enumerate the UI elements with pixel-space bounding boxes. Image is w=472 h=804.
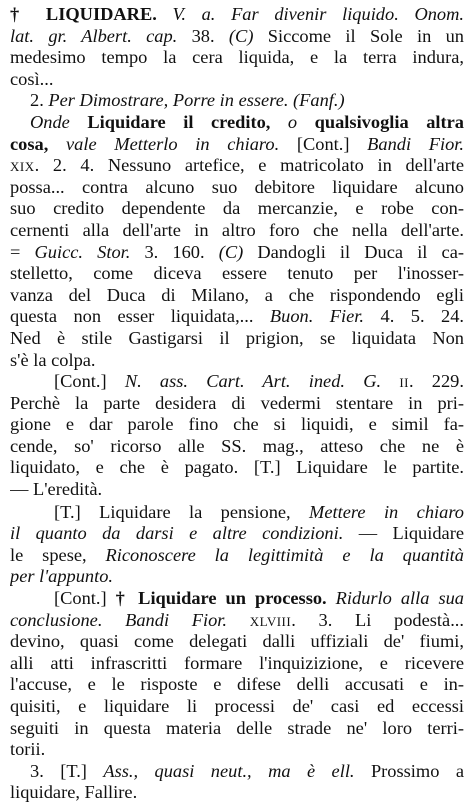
text-run: Prossimo a bbox=[354, 760, 464, 781]
text-run: . 2. 4. Nessuno artefice, e matricolato in dell'arte bbox=[34, 155, 464, 176]
text-line bbox=[10, 739, 464, 761]
text-line bbox=[10, 285, 464, 307]
text-run: Siccome il Sole in un bbox=[253, 25, 464, 46]
text-line bbox=[10, 134, 464, 156]
text-line bbox=[10, 566, 464, 588]
text-line bbox=[10, 718, 464, 740]
text-line bbox=[10, 328, 464, 350]
text-run: l'accuse, e le risposte e difese delli accusati e in- bbox=[10, 674, 464, 695]
text-line bbox=[10, 523, 464, 545]
text-run: N. ass. Cart. Art. ined. G. bbox=[124, 371, 382, 392]
text-run: Mettere in chiaro bbox=[309, 501, 464, 522]
text-run: [Cont.] bbox=[279, 133, 368, 154]
text-run: devino, quasi come delegati dalli uffiziali de' fiumi, bbox=[10, 631, 464, 652]
text-run: qualsivoglia altra bbox=[314, 111, 464, 132]
text-run: le spese, bbox=[10, 544, 106, 565]
text-run: stelletto, come diceva essere tenuto per l'inosser- bbox=[10, 263, 464, 284]
text-run: per l'appunto. bbox=[10, 566, 114, 587]
text-run: medesimo tempo la cera liquida, e la terra indura, bbox=[10, 47, 464, 68]
text-run: 3. [T.] bbox=[30, 760, 104, 781]
text-run: lat. gr. Albert. cap. bbox=[10, 25, 178, 46]
text-run bbox=[227, 610, 250, 630]
text-line bbox=[10, 4, 464, 26]
text-line bbox=[10, 479, 464, 501]
text-run: Ass., quasi neut., ma è ell. bbox=[103, 760, 355, 781]
text-run: xix bbox=[10, 155, 35, 176]
text-line bbox=[10, 242, 464, 264]
text-run: — L'eredità. bbox=[10, 479, 103, 500]
text-run: vale Metterlo in chiaro. bbox=[65, 133, 280, 154]
text-run: seguiti in questa materia delle strade ne' loro terri- bbox=[10, 717, 464, 738]
text-line bbox=[10, 502, 464, 524]
text-run bbox=[381, 371, 399, 391]
text-run: † LIQUIDARE. bbox=[10, 4, 173, 24]
text-run: V. a. Far divenir liquido. Onom. bbox=[172, 4, 464, 24]
text-run: Per Dimostrare, Porre in essere. (Fanf.) bbox=[48, 90, 345, 111]
text-run: liquidare, Fallire. bbox=[10, 782, 138, 803]
text-run: . 229. bbox=[408, 371, 464, 392]
text-line bbox=[10, 306, 464, 328]
text-run: Perchè la parte desidera di vedermi stentare in pri- bbox=[10, 392, 464, 413]
text-run: † Liquidare un processo. bbox=[115, 588, 336, 609]
text-line bbox=[10, 610, 464, 632]
text-run: 4. 5. 24. bbox=[364, 306, 464, 327]
text-line bbox=[10, 263, 464, 285]
text-run: questa non esser liquidata,... bbox=[10, 306, 270, 327]
text-run: 38. bbox=[177, 25, 229, 46]
text-run: vanza del Duca di Milano, a che rispondendo egli bbox=[10, 284, 464, 305]
text-run: Buon. Fier. bbox=[269, 306, 365, 327]
text-line bbox=[10, 761, 464, 783]
text-run: (C) bbox=[228, 25, 254, 46]
text-run: Ned è stile Gastigarsi il prigion, se liquidata Non bbox=[10, 327, 464, 348]
text-run: suo credito dependente da mercanzie, e robe con- bbox=[10, 198, 464, 219]
text-run: gione e dar parole fino che si liquidi, e simil fa- bbox=[10, 414, 464, 435]
text-run: alli atti infrascritti formare l'inquizizione, e ricevere bbox=[10, 652, 464, 673]
text-run: 3. 160. bbox=[130, 241, 219, 262]
text-line bbox=[10, 371, 464, 393]
text-run: così... bbox=[10, 68, 54, 89]
text-run: . 3. Li podestà... bbox=[291, 609, 464, 630]
text-run: (C) bbox=[218, 241, 244, 262]
text-run: possa... contra alcuno suo debitore liquidare alcuno bbox=[10, 176, 464, 197]
text-run: quisiti, e liquidare li processi de' casi ed eccessi bbox=[10, 696, 464, 716]
text-run: = bbox=[10, 241, 35, 262]
text-run: torii. bbox=[10, 739, 46, 760]
text-run: Liquidare il credito, bbox=[87, 111, 288, 132]
text-run: cosa, bbox=[10, 133, 66, 154]
text-line bbox=[10, 653, 464, 675]
text-line bbox=[10, 198, 464, 220]
text-line bbox=[10, 26, 464, 48]
text-line bbox=[10, 457, 464, 479]
text-run: il quanto da darsi e altre condizioni. bbox=[10, 523, 344, 544]
text-run: Ridurlo alla sua bbox=[335, 588, 464, 609]
text-line bbox=[10, 47, 464, 69]
text-run: Guicc. Stor. bbox=[34, 241, 131, 262]
text-run: o bbox=[287, 111, 315, 132]
text-run: cende, so' ricorso alle SS. mag., atteso che ne è bbox=[10, 435, 464, 456]
text-run: conclusione. Bandi Fior. bbox=[10, 609, 227, 630]
text-run: xlviii bbox=[249, 609, 292, 630]
text-line bbox=[10, 177, 464, 199]
text-line bbox=[10, 696, 464, 718]
text-run: ii bbox=[399, 371, 409, 392]
text-line bbox=[10, 436, 464, 458]
text-run: liquidato, e che è pagato. [T.] Liquidare le partite. bbox=[10, 457, 464, 478]
text-run: — Liquidare bbox=[343, 523, 464, 544]
text-line bbox=[10, 545, 464, 567]
text-run: 2. bbox=[30, 90, 49, 111]
text-run: [Cont.] bbox=[54, 371, 125, 392]
text-run: Dandogli il Duca il ca- bbox=[243, 241, 464, 262]
text-run: Onde bbox=[30, 111, 88, 132]
text-line bbox=[10, 69, 464, 91]
text-run: [Cont.] bbox=[54, 588, 116, 609]
text-line bbox=[10, 631, 464, 653]
text-run: [T.] Liquidare la pensione, bbox=[54, 501, 310, 522]
text-line bbox=[10, 220, 464, 242]
text-run: s'è la colpa. bbox=[10, 349, 96, 370]
text-run: cernenti alla dell'arte in altro foro che nella dell'arte. bbox=[10, 219, 464, 240]
text-line bbox=[10, 90, 464, 112]
text-line bbox=[10, 414, 464, 436]
text-run: Bandi Fior. bbox=[367, 133, 464, 154]
text-line bbox=[10, 674, 464, 696]
text-line bbox=[10, 155, 464, 177]
text-run: Riconoscere la legittimità e la quantità bbox=[105, 544, 464, 565]
text-line bbox=[10, 350, 464, 372]
text-line bbox=[10, 112, 464, 134]
text-line bbox=[10, 393, 464, 415]
text-line bbox=[10, 588, 464, 610]
